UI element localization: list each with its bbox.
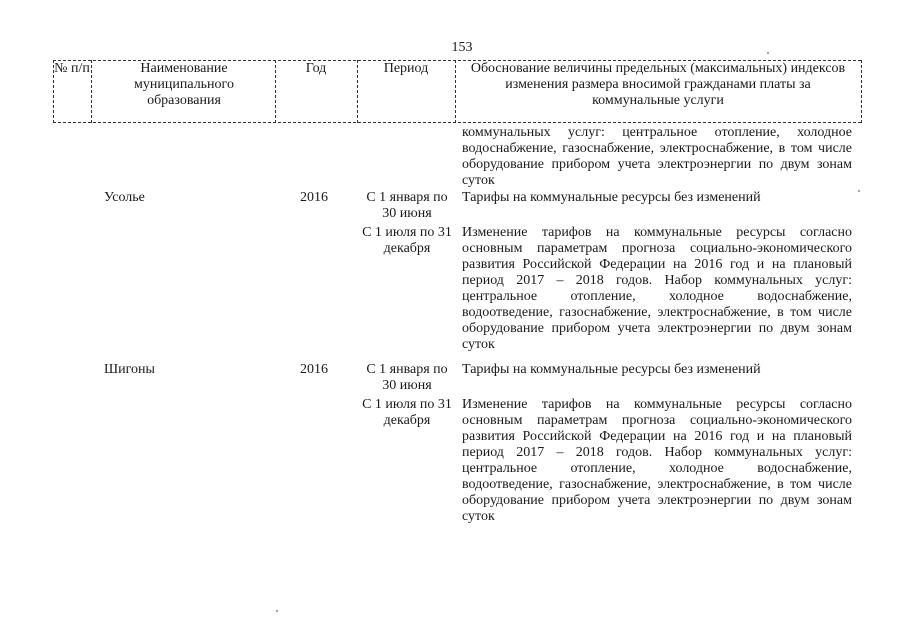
header-col-period: Период <box>383 61 429 76</box>
row-period-first-half: С 1 января по 30 июня <box>366 190 448 221</box>
row-municipality: Усолье <box>104 190 145 205</box>
scan-speck <box>276 610 278 612</box>
table-right-border <box>861 60 862 123</box>
row-year: 2016 <box>300 190 328 205</box>
row-basis-second-half: Изменение тарифов на коммунальные ресурсы согласно основным параметрам прогноза социально-экономического развития Российской Федерации на 2016 год и на плановый период 2017 – 2018 годов. Набор коммунальных услуг: центральное отопление, холодное водоснабжение, водоотведение, газоснабжение, электроснабжение, в том числе оборудование прибором учета электроэнергии по двум зонам суток <box>462 397 852 524</box>
row-period-second-half: С 1 июля по 31 декабря <box>362 397 452 428</box>
column-divider-1 <box>91 60 92 123</box>
row-year: 2016 <box>300 362 328 377</box>
header-col-basis: Обоснование величины предельных (максимальных) индексов изменения размера вносимой гражданами платы за коммунальные услуги <box>470 61 846 108</box>
row-basis-first-half: Тарифы на коммунальные ресурсы без изменений <box>462 362 761 377</box>
row-basis-second-half: Изменение тарифов на коммунальные ресурсы согласно основным параметрам прогноза социально-экономического развития Российской Федерации на 2016 год и на плановый период 2017 – 2018 годов. Набор коммунальных услуг: центральное отопление, холодное водоснабжение, водоотведение, газоснабжение, электроснабжение, в том числе оборудование прибором учета электроэнергии по двум зонам суток <box>462 225 852 352</box>
page-number: 153 <box>451 40 473 55</box>
column-divider-4 <box>455 60 456 123</box>
row-period-second-half: С 1 июля по 31 декабря <box>362 225 452 256</box>
header-col-year: Год <box>305 61 327 76</box>
scan-speck <box>767 52 769 54</box>
header-col-municipality: Наименование муниципального образования <box>134 61 234 108</box>
scan-speck <box>858 190 860 192</box>
header-col-number: № п/п <box>54 61 90 76</box>
row-basis-first-half: Тарифы на коммунальные ресурсы без изменений <box>462 190 761 205</box>
row-period-first-half: С 1 января по 30 июня <box>366 362 448 393</box>
continuation-text: коммунальных услуг: центральное отопление, холодное водоснабжение, газоснабжение, электроснабжение, в том числе оборудование прибором учета электроэнергии по двум зонам суток <box>462 125 852 188</box>
table-header-bottom-border <box>53 122 861 123</box>
row-municipality: Шигоны <box>104 362 155 377</box>
